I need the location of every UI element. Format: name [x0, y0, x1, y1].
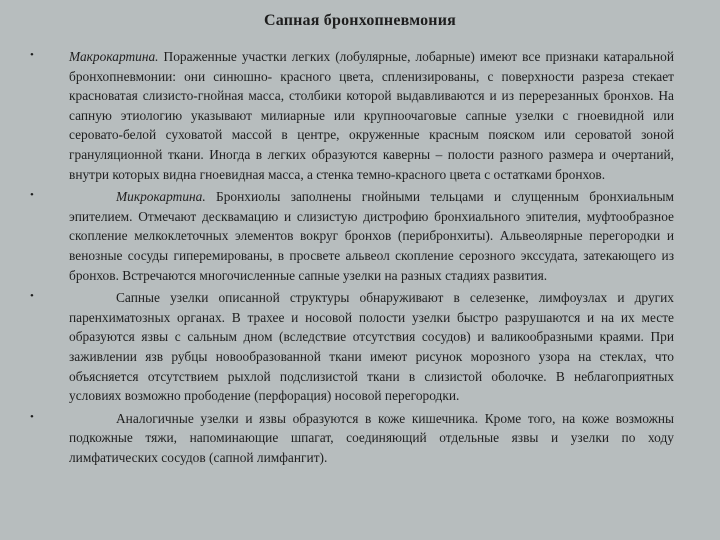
bullet-item-skin	[28, 409, 678, 468]
slide-title: Сапная бронхопневмония	[263, 12, 457, 29]
bullet-item-organs	[28, 288, 678, 406]
paragraph-lead: Макрокартина.	[69, 49, 159, 64]
bullet-icon: •	[30, 290, 34, 303]
paragraph-body: Аналогичные узелки и язвы образуются в коже кишечника. Кроме того, на коже возможны подкожные тяжи, напоминающие шпагат, соединяющий отдельные язвы и узелки по ходу лимфатических сосудов (сапной лимфангит).	[69, 410, 674, 465]
paragraph-text	[69, 47, 674, 184]
paragraph-text	[69, 409, 674, 468]
paragraph-lead: Микрокартина.	[116, 189, 206, 205]
bullet-list	[28, 47, 678, 470]
paragraph-text	[69, 187, 674, 285]
paragraph-body: Пораженные участки легких (лобулярные, лобарные) имеют все признаки катаральной бронхопневмонии: они синюшно- красного цвета, спленизированы, с поверхности разреза стекает красноватая слизисто-гнойная масса, столбики которой выдавливаются и из перерезанных бронхов. На сапную этиологию указывают милиарные или крупноочаговые сапные узелки с гноевидной или серовато-белой суховатой массой в центре, окруженные красным пояском или сероватой зоной грануляционной ткани. Иногда в легких образуются каверны – полости разного размера и очертаний, внутри которых видна гноевидная масса, а стенка темно-красного цвета с остатками бронхов.	[69, 49, 674, 182]
paragraph-body: Сапные узелки описанной структуры обнаруживают в селезенке, лимфоузлах и других паренхиматозных органах. В трахее и носовой полости узелки быстро разрушаются и на их месте образуются язвы с сальным дном (вследствие отсутствия сосудов) и валикообразными краями. При заживлении язв рубцы новообразованной ткани имеют рисунок морозного узора на стеклах, что объясняется отсутствием рыхлой подслизистой ткани в слизистой оболочке. В неблагоприятных условиях возможно прободение (перфорация) носовой перегородки.	[69, 290, 674, 404]
bullet-icon: •	[30, 189, 34, 202]
bullet-icon: •	[30, 410, 34, 423]
bullet-icon: •	[30, 49, 34, 61]
bullet-item-macro	[28, 47, 678, 184]
bullet-item-micro	[28, 187, 678, 285]
paragraph-text	[69, 288, 674, 406]
paragraph-body: Бронхиолы заполнены гнойными тельцами и слущенным бронхиальным эпителием. Отмечают десквамацию и слизистую дистрофию бронхиального эпителия, муфтообразное скопление мелкоклеточных элементов вокруг бронхов (перибронхиты). Альвеолярные перегородки и венозные сосуды гиперемированы, в просвете альвеол скопление серозного экссудата, затекающего из бронхов. Встречаются многочисленные сапные узелки на разных стадиях развития.	[69, 189, 674, 283]
